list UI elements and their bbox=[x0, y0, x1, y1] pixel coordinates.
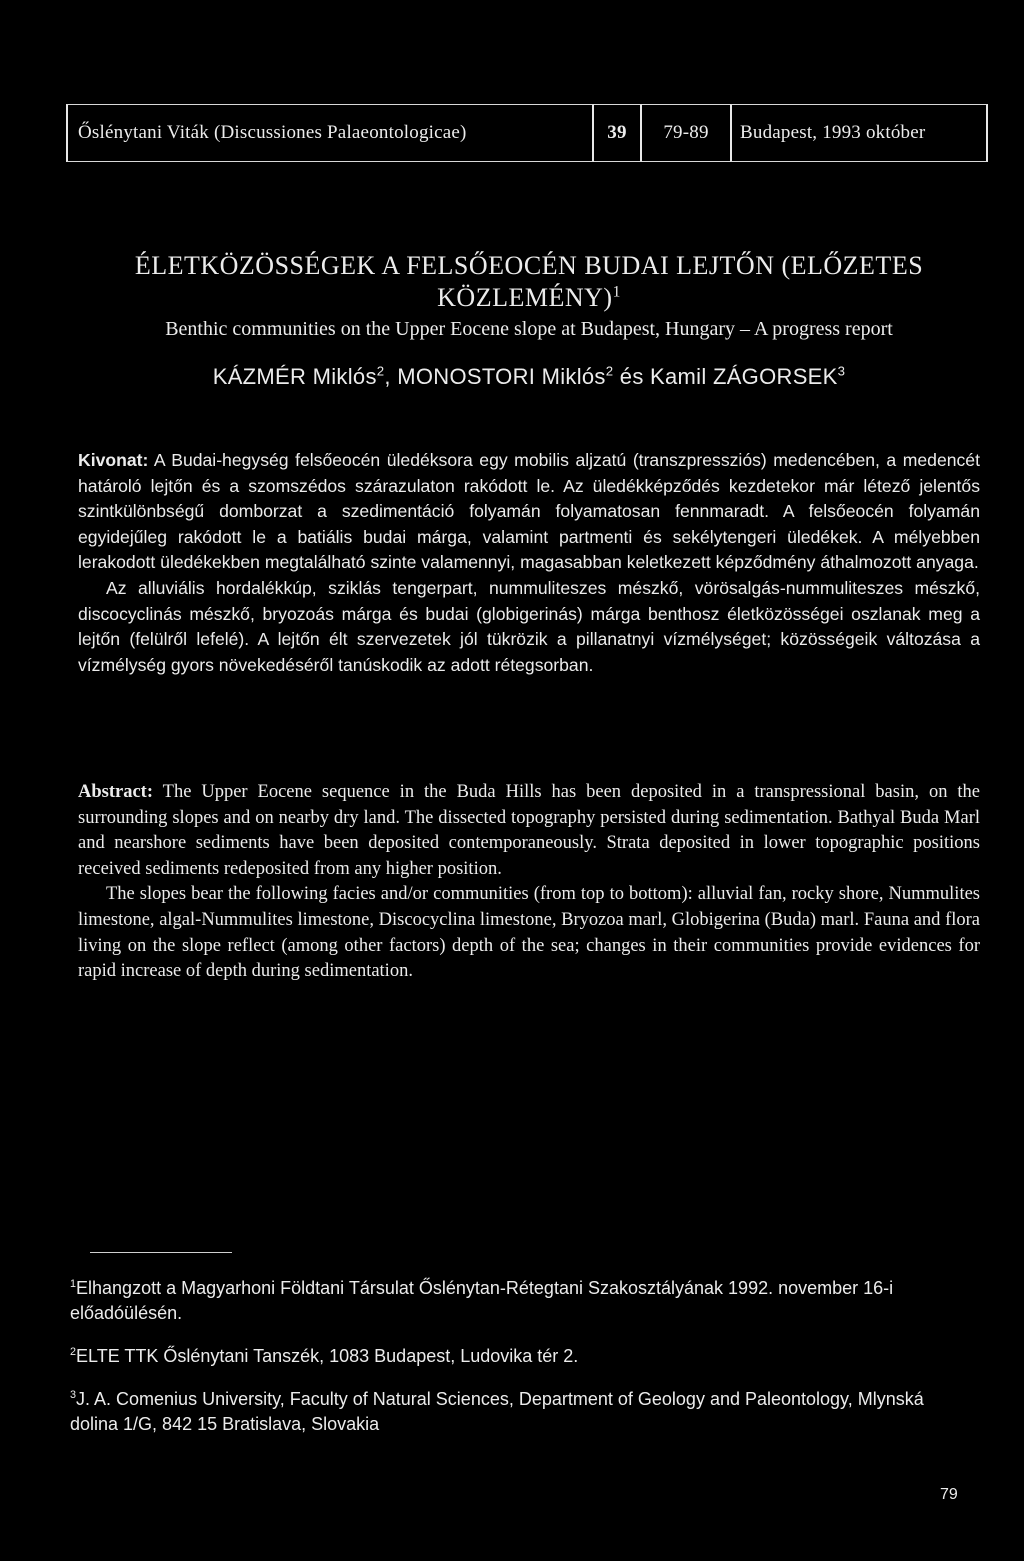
abstract-hungarian bbox=[78, 448, 980, 678]
page-number: 79 bbox=[940, 1486, 958, 1503]
author-list bbox=[70, 364, 988, 390]
footnote-1 bbox=[70, 1276, 970, 1326]
article-subtitle: Benthic communities on the Upper Eocene slope at Budapest, Hungary – A progress report bbox=[165, 318, 893, 340]
title-footnote-mark: 1 bbox=[612, 283, 621, 301]
footnote-2 bbox=[70, 1344, 970, 1369]
author-zagorsek: Kamil ZÁGORSEK bbox=[650, 364, 838, 389]
footnote-3 bbox=[70, 1387, 970, 1437]
abstract-english bbox=[78, 780, 980, 985]
volume-number-text: 39 bbox=[607, 122, 627, 143]
footnotes bbox=[70, 1276, 970, 1455]
abstract-hu-lead: Kivonat: bbox=[78, 450, 149, 470]
abstract-hu-text-1: A Budai-hegység felsőeocén üledéksora egy mobilis aljzatú (transzpressziós) medencében, a medencét határoló lejtőn és a szomszédos szárazulaton rakódott le. Az üledékképződés kezdetekor már létező jelentős szintkülönbségű domborzat a szedimentáció folyamán folyamatosan fennmaradt. A felsőeocén folyamán egyidejűleg rakódott le a batiális budai márga, valamint partmenti és sekélytengeri üledékek. A mélyebben lerakodott üledékekben megtalálható szinte valamennyi, magasabban keletkezett képződmény áthalmozott anyaga. bbox=[78, 450, 980, 573]
footnote-1-mark: 1 bbox=[70, 1278, 77, 1290]
footnote-3-mark: 3 bbox=[70, 1389, 77, 1401]
page-range bbox=[642, 104, 730, 162]
page-range-text: 79-89 bbox=[663, 122, 709, 143]
author-conjunction: és bbox=[613, 364, 651, 389]
article-title-text: ÉLETKÖZÖSSÉGEK A FELSŐEOCÉN BUDAI LEJTŐN (ELŐZETES KÖZLEMÉNY) bbox=[134, 251, 924, 312]
author-kazmer: KÁZMÉR Miklós bbox=[212, 364, 377, 389]
journal-name-text: Őslénytani Viták (Discussiones Palaeontologicae) bbox=[78, 122, 467, 143]
author-monostori: MONOSTORI Miklós bbox=[397, 364, 606, 389]
publication-date bbox=[730, 104, 988, 162]
footnote-divider bbox=[90, 1252, 232, 1253]
abstract-hu-paragraph-1 bbox=[78, 448, 980, 576]
footnote-1-text: Elhangzott a Magyarhoni Földtani Társulat Őslénytan-Rétegtani Szakosztályának 1992. november 16-i előadóülésén. bbox=[70, 1278, 894, 1323]
author-kazmer-mark: 2 bbox=[376, 363, 385, 379]
abstract-en-paragraph-2: The slopes bear the following facies and/or communities (from top to bottom): alluvial fan, rocky shore, Nummulites limestone, algal-Nummulites limestone, Discocyclina limestone, Bryozoa marl, Globigerina (Buda) marl. Fauna and flora living on the slope reflect (among other factors) depth of the sea; changes in their communities provide evidences for rapid increase of depth during sedimentation. bbox=[78, 884, 980, 982]
footnote-3-text: J. A. Comenius University, Faculty of Natural Sciences, Department of Geology and Paleontology, Mlynská dolina 1/G, 842 15 Bratislava, Slovakia bbox=[70, 1389, 924, 1434]
abstract-en-text-1: The Upper Eocene sequence in the Buda Hills has been deposited in a transpressional basin, on the surrounding slopes and on nearby dry land. The dissected topography persisted during sedimentation. Bathyal Buda Marl and nearshore sediments have been deposited contemporaneously. Strata deposited in lower topographic positions received sediments redeposited from any higher position. bbox=[78, 782, 980, 879]
publication-date-text: Budapest, 1993 október bbox=[740, 122, 926, 143]
article-title bbox=[70, 250, 988, 314]
author-separator: , bbox=[384, 364, 398, 389]
footnote-2-text: ELTE TTK Őslénytani Tanszék, 1083 Budapest, Ludovika tér 2. bbox=[76, 1346, 579, 1366]
abstract-en-lead: Abstract: bbox=[78, 782, 154, 802]
abstract-en-paragraph-1 bbox=[78, 780, 980, 882]
author-monostori-mark: 2 bbox=[605, 363, 614, 379]
abstract-hu-paragraph-2: Az alluviális hordalékkúp, sziklás tengerpart, nummuliteszes mészkő, vörösalgás-nummuliteszes mészkő, discocyclinás mészkő, bryozoás márga és budai (globigerinás) márga benthosz életközösségei oszlanak meg a lejtőn (felülről lefelé). A lejtőn élt szervezetek jól tükrözik a pillanatnyi vízmélységet; közösségeik változása a vízmélység gyors növekedéséről tanúskodik az adott rétegsorban. bbox=[78, 577, 980, 675]
volume-number bbox=[594, 104, 642, 162]
author-zagorsek-mark: 3 bbox=[837, 363, 846, 379]
journal-name bbox=[66, 104, 594, 162]
footnote-2-mark: 2 bbox=[70, 1346, 77, 1358]
